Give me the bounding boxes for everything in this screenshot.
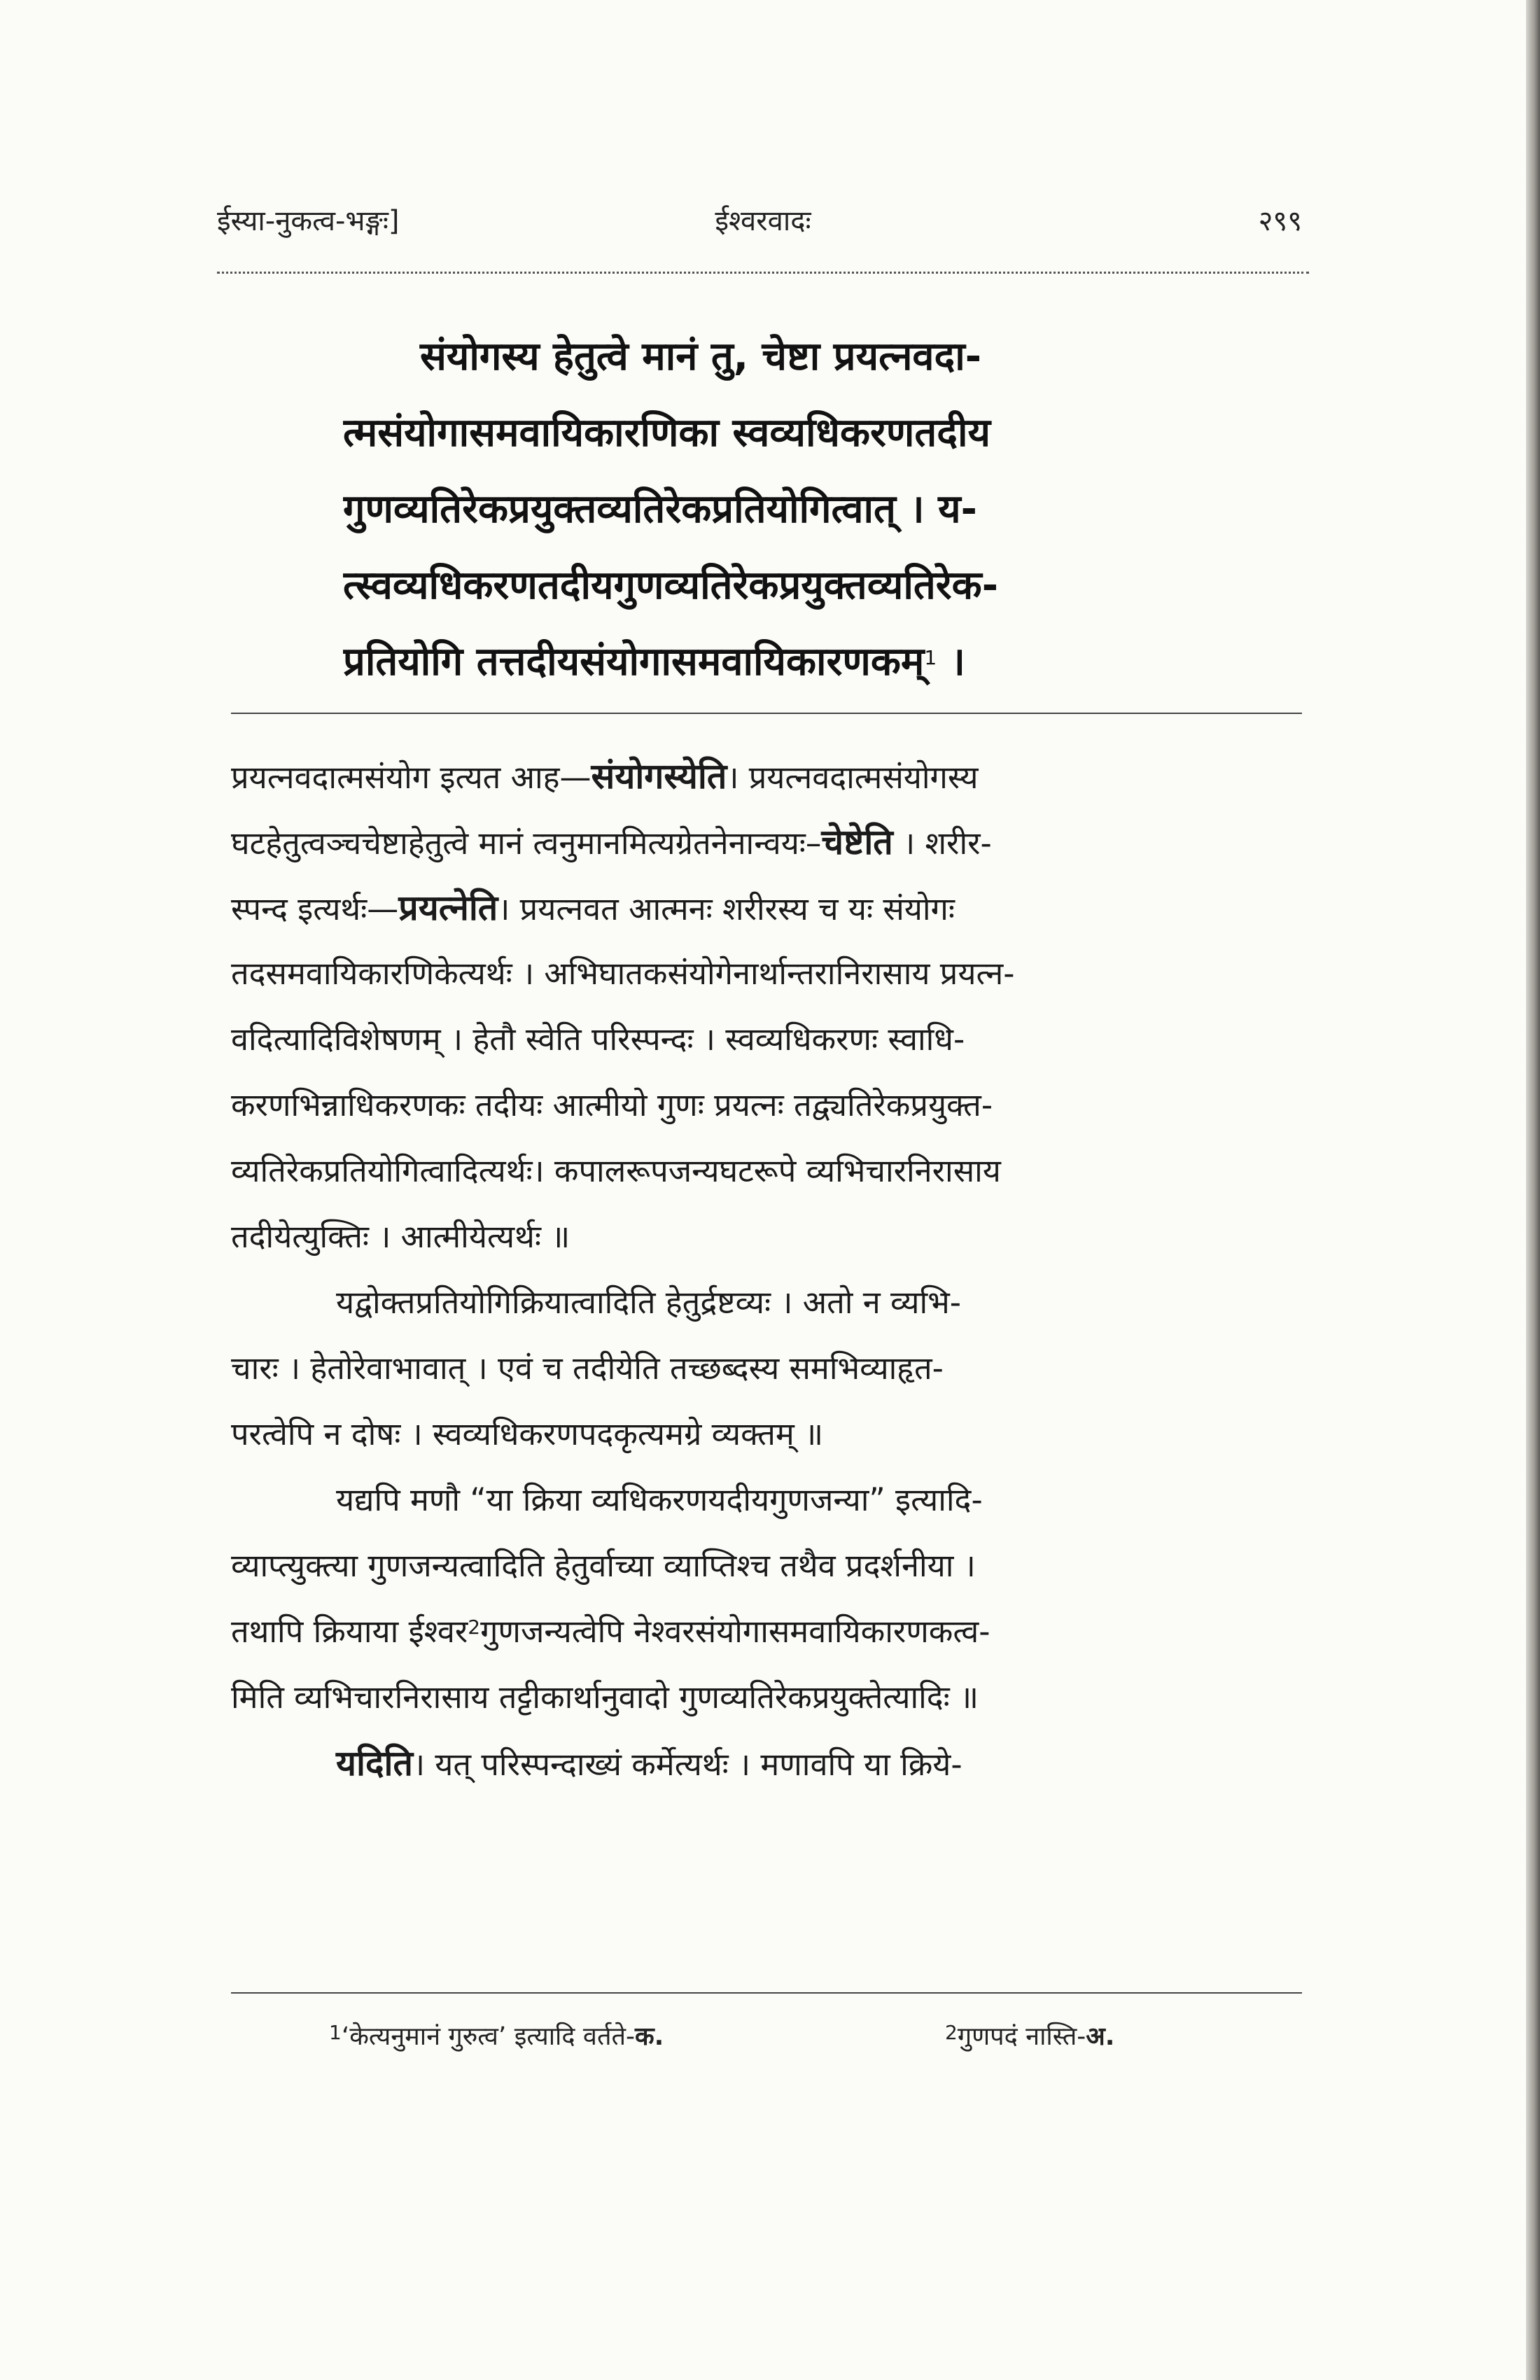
commentary-line [231,875,1302,941]
header-divider [217,272,1309,274]
commentary-line: तदीयेत्युक्तिः । आत्मीयेत्यर्थः ॥ [231,1218,570,1255]
commentary-line: वदित्यादिविशेषणम् । हेतौ स्वेति परिस्पन्दः । स्वव्यधिकरणः स्वाधि- [231,1021,965,1058]
verse-line: त्स्वव्यधिकरणतदीयगुणव्यतिरेकप्रयुक्तव्यतिरेक- [343,563,998,608]
footnote-source: अ. [1086,2022,1115,2051]
text: प्रयत्नवदात्मसंयोग इत्यत आह— [231,759,592,796]
footnote-1 [329,2016,664,2058]
commentary-line [231,743,1302,809]
text: । प्रयत्नवदात्मसंयोगस्य [727,759,979,796]
commentary-line: यद्यपि मणौ “या क्रिया व्यधिकरणयदीयगुणजन्या” इत्यादि- [336,1481,983,1518]
commentary-line: चारः । हेतोरेवाभावात् । एवं च तदीयेति तच्छब्दस्य समभिव्याहृत- [231,1350,944,1387]
footnote-number: 1 [329,2021,342,2044]
text: । प्रयत्नवत आत्मनः शरीरस्य च यः संयोगः [498,890,955,927]
text: गुणजन्यत्वेपि नेश्वरसंयोगासमवायिकारणकत्व- [480,1613,990,1650]
footnote-source: क. [634,2022,664,2051]
book-binding-edge [1526,0,1540,2380]
commentary-line: मिति व्यभिचारनिरासाय तट्टीकार्थानुवादो गुणव्यतिरेकप्रयुक्तेत्यादिः ॥ [231,1679,979,1716]
footnote-text: ‘केत्यनुमानं गुरुत्व’ इत्यादि वर्तते- [341,2022,635,2051]
text: स्पन्द इत्यर्थः— [231,890,399,927]
verse-line-text: प्रतियोगि तत्तदीयसंयोगासमवायिकारणकम् [343,639,925,685]
footnote-number: 2 [945,2021,958,2044]
footnote-divider [231,1992,1302,1994]
commentary-line: व्यतिरेकप्रतियोगित्वादित्यर्थः। कपालरूपजन्यघटरूपे व्यभिचारनिरासाय [231,1152,1001,1189]
commentary [231,743,1302,1796]
commentary-line: यद्वोक्तप्रतियोगिक्रियात्वादिति हेतुर्द्रष्टव्यः । अतो न व्यभि- [336,1284,962,1321]
footnote-marker: 1 [924,646,937,669]
verse-line [343,624,1239,700]
verse-line: संयोगस्य हेतुत्वे मानं तु, चेष्टा प्रयत्नवदा- [420,334,982,379]
lemma: संयोगस्येति [591,756,727,797]
commentary-line: करणभिन्नाधिकरणकः तदीयः आत्मीयो गुणः प्रयत्नः तद्व्यतिरेकप्रयुक्त- [231,1086,993,1124]
verse-line-end: । [937,639,965,685]
commentary-line [231,1730,1302,1796]
section-divider [231,713,1302,714]
header-left-title: ईस्या-नुकत्व-भङ्गः] [217,205,400,237]
commentary-line: परत्वेपि न दोषः । स्वव्यधिकरणपदकृत्यमग्रे व्यक्तम् ॥ [231,1415,824,1452]
page-number: २९९ [1258,205,1302,237]
commentary-line [231,1599,1302,1665]
commentary-line [231,809,1302,875]
footnote-marker: 2 [468,1616,481,1639]
text: । यत् परिस्पन्दाख्यं कर्मेत्यर्थः । मणावपि या क्रिये- [412,1746,962,1783]
footnote-text: गुणपदं नास्ति- [957,2022,1086,2051]
commentary-line: तदसमवायिकारणिकेत्यर्थः । अभिघातकसंयोगेनार्थान्तरानिरासाय प्रयत्न- [231,955,1015,992]
running-header [217,200,1309,242]
footnote-2 [945,2016,1114,2058]
lemma: प्रयत्नेति [398,888,498,928]
lemma: चेष्टेति [821,822,893,862]
header-center-title: ईश्वरवादः [715,205,811,237]
verse-line: त्मसंयोगासमवायिकारणिका स्वव्यधिकरणतदीय [343,410,991,456]
text: तथापि क्रियाया ईश्वर [231,1613,468,1650]
commentary-line: व्याप्त्युक्त्या गुणजन्यत्वादिति हेतुर्वाच्या व्याप्तिश्च तथैव प्रदर्शनीया । [231,1547,976,1584]
lemma: यदिति [336,1743,413,1784]
verse-line: गुणव्यतिरेकप्रयुक्तव्यतिरेकप्रतियोगित्वात् । य- [343,486,977,532]
text: । शरीर- [892,825,992,862]
text: घटहेतुत्वञ्चचेष्टाहेतुत्वे मानं त्वनुमानमित्यग्रेतनेनान्वयः– [231,825,822,862]
main-verse [343,318,1239,700]
